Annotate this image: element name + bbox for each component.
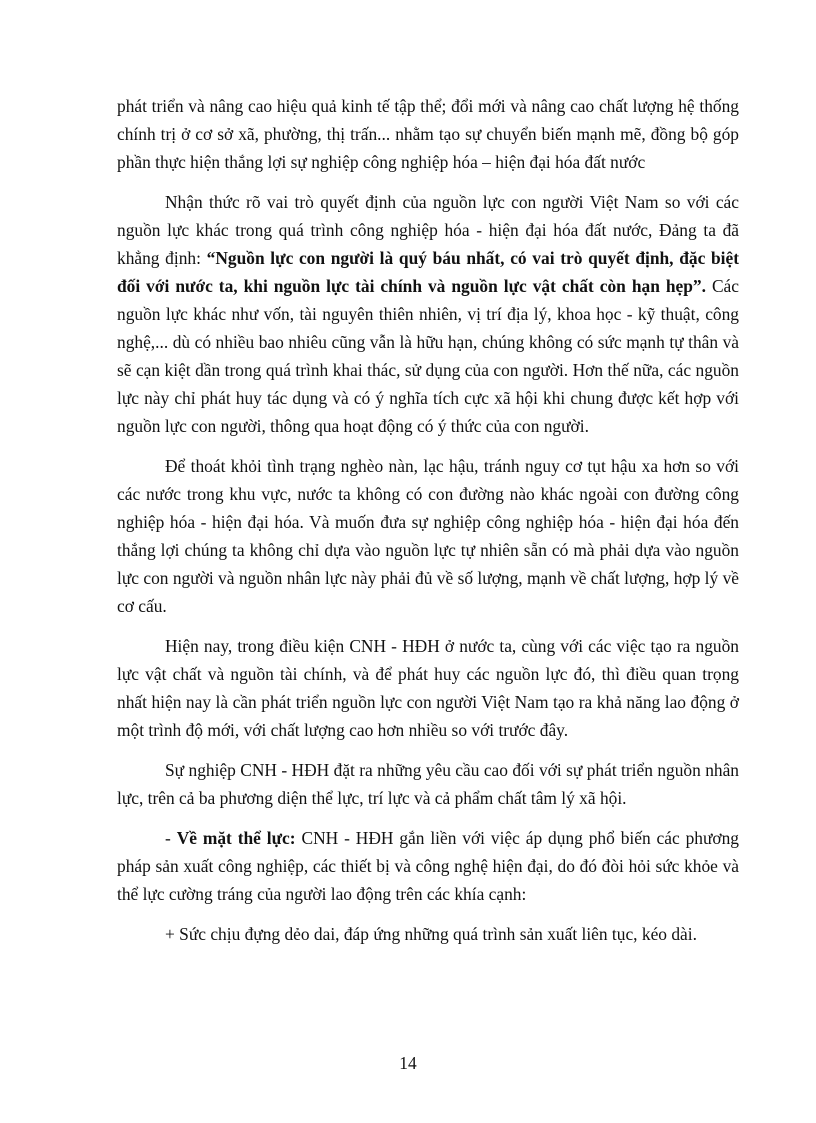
paragraph-6-dash: - [165, 828, 177, 848]
paragraph-2-text-b: Các nguồn lực khác như vốn, tài nguyên thiên nhiên, vị trí địa lý, khoa học - kỹ thuật, công nghệ,... dù có nhiều bao nhiêu cũng vẫn là hữu hạn, chúng không có sức mạnh tự thân và sẽ cạn kiệt dần trong quá trình khai thác, sử dụng của con người. Hơn thế nữa, các nguồn lực này chỉ phát huy tác dụng và có ý nghĩa tích cực xã hội khi chung được kết hợp với nguồn lực con người, thông qua hoạt động có ý thức của con người. [117, 276, 739, 436]
paragraph-3-text: Để thoát khỏi tình trạng nghèo nàn, lạc hậu, tránh nguy cơ tụt hậu xa hơn so với các nước trong khu vực, nước ta không có con đường nào khác ngoài con đường công nghiệp hóa - hiện đại hóa. Và muốn đưa sự nghiệp công nghiệp hóa - hiện đại hóa đến thắng lợi chúng ta không chỉ dựa vào nguồn lực tự nhiên sẵn có mà phải dựa vào nguồn lực con người và nguồn nhân lực này phải đủ về số lượng, mạnh về chất lượng, hợp lý về cơ cấu. [117, 456, 739, 616]
paragraph-1 [117, 92, 739, 176]
paragraph-7 [117, 920, 739, 948]
paragraph-7-text: + Sức chịu đựng dẻo dai, đáp ứng những quá trình sản xuất liên tục, kéo dài. [165, 924, 697, 944]
paragraph-5 [117, 756, 739, 812]
paragraph-4-text: Hiện nay, trong điều kiện CNH - HĐH ở nước ta, cùng với các việc tạo ra nguồn lực vật chất và nguồn tài chính, và để phát huy các nguồn lực đó, thì điều quan trọng nhất hiện nay là cần phát triển nguồn lực con người Việt Nam tạo ra khả năng lao động ở một trình độ mới, với chất lượng cao hơn nhiều so với trước đây. [117, 636, 739, 740]
paragraph-6-text: CNH - HĐH gắn liền với việc áp dụng phổ biến các phương pháp sản xuất công nghiệp, các thiết bị và công nghệ hiện đại, do đó đòi hỏi sức khỏe và thể lực cường tráng của người lao động trên các khía cạnh: [117, 828, 739, 904]
paragraph-2-bold-quote: “Nguồn lực con người là quý báu nhất, có vai trò quyết định, đặc biệt đối với nước ta, khi nguồn lực tài chính và nguồn lực vật chất còn hạn hẹp”. [117, 248, 739, 296]
paragraph-5-text: Sự nghiệp CNH - HĐH đặt ra những yêu cầu cao đối với sự phát triển nguồn nhân lực, trên cả ba phương diện thể lực, trí lực và cả phẩm chất tâm lý xã hội. [117, 760, 739, 808]
page-number: 14 [399, 1053, 417, 1073]
paragraph-2 [117, 188, 739, 440]
paragraph-2-text-a: Nhận thức rõ vai trò quyết định của nguồn lực con người Việt Nam so với các nguồn lực khác trong quá trình công nghiệp hóa - hiện đại hóa đất nước, Đảng ta đã khẳng định: [117, 192, 739, 268]
paragraph-6-bold-heading: Về mặt thể lực: [176, 828, 296, 848]
paragraph-6 [117, 824, 739, 908]
paragraph-1-text: phát triển và nâng cao hiệu quả kinh tế tập thể; đổi mới và nâng cao chất lượng hệ thống chính trị ở cơ sở xã, phường, thị trấn... nhằm tạo sự chuyển biến mạnh mẽ, đồng bộ góp phần thực hiện thắng lợi sự nghiệp công nghiệp hóa – hiện đại hóa đất nước [117, 96, 739, 172]
paragraph-4 [117, 632, 739, 744]
paragraph-3 [117, 452, 739, 620]
document-body [117, 92, 739, 960]
